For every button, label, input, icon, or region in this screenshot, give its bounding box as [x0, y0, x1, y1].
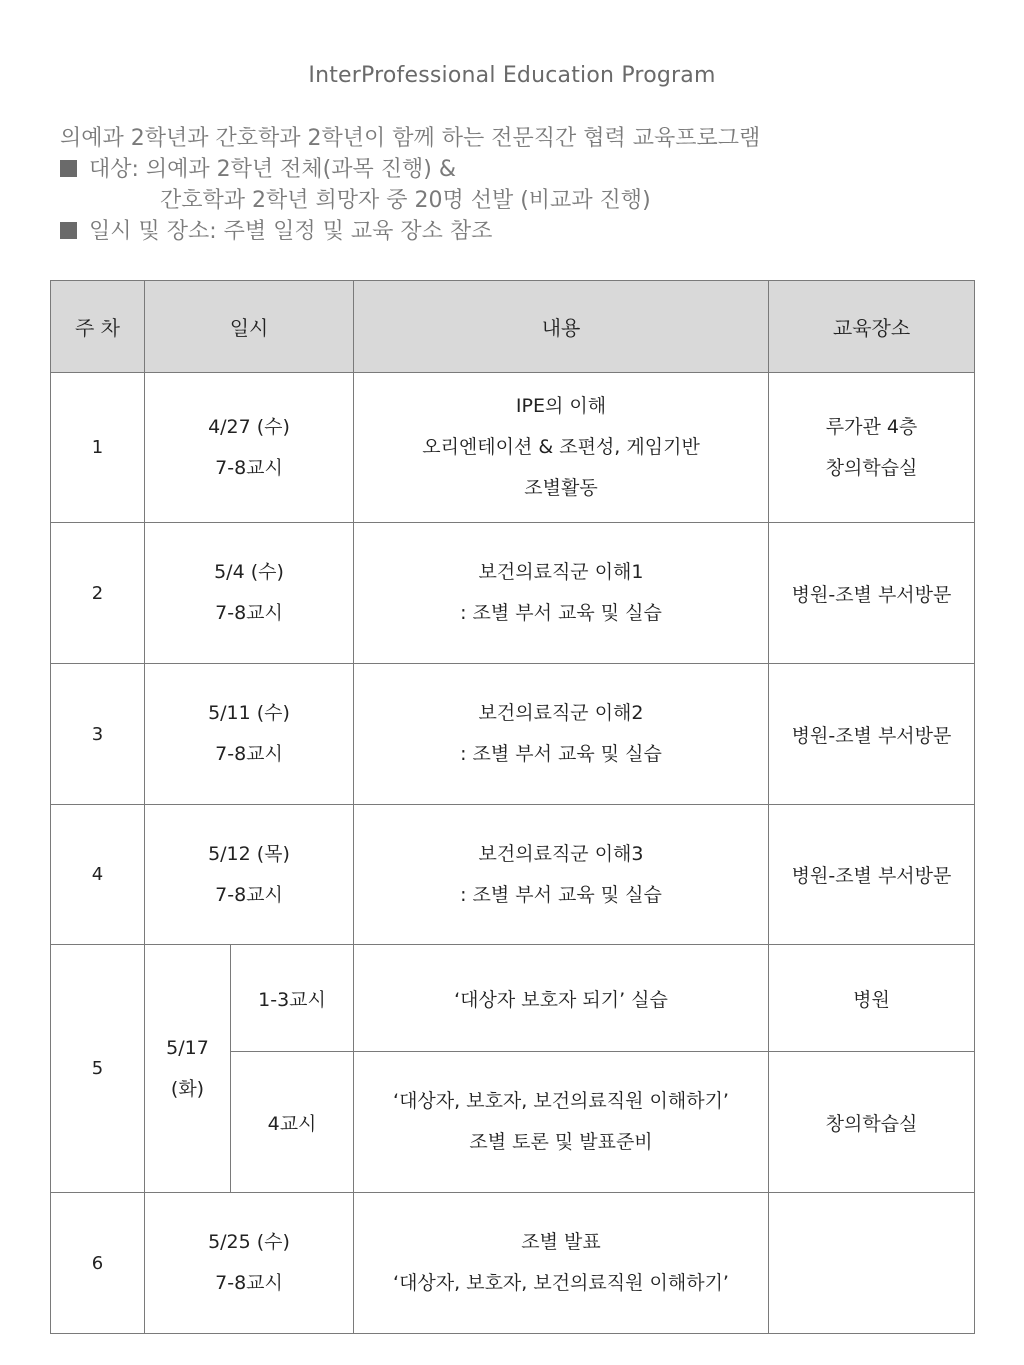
header-place: 교육장소: [769, 281, 975, 373]
content-line: : 조별 부서 교육 및 실습: [460, 743, 662, 765]
intro-line-schedule: [60, 217, 492, 247]
period-text: 7-8교시: [215, 1272, 283, 1294]
content-line: 오리엔테이션 & 조편성, 게임기반: [422, 436, 700, 458]
content-line: ‘대상자, 보호자, 보건의료직원 이해하기’: [393, 1090, 729, 1112]
content-line: ‘대상자, 보호자, 보건의료직원 이해하기’: [393, 1272, 729, 1294]
week-cell: 5: [51, 945, 145, 1193]
place-cell: 병원-조별 부서방문: [769, 664, 975, 805]
date-text: 4/27 (수): [208, 415, 290, 438]
content-line: 조별 토론 및 발표준비: [469, 1131, 653, 1153]
place-cell: 병원-조별 부서방문: [769, 523, 975, 664]
period-text: 7-8교시: [215, 743, 283, 765]
content-line: 보건의료직군 이해1: [478, 561, 644, 583]
header-content: 내용: [354, 281, 769, 373]
place-cell: 병원: [769, 945, 975, 1052]
date-cell: [145, 945, 231, 1193]
period-text: 7-8교시: [215, 883, 283, 906]
intro-line-target: [60, 155, 456, 185]
date-cell: [145, 664, 354, 805]
content-line: 보건의료직군 이해2: [478, 702, 644, 724]
weekday-text: (화): [170, 1077, 205, 1100]
week-cell: 3: [51, 664, 145, 805]
date-text: 5/17: [166, 1036, 209, 1059]
place-cell: [769, 1193, 975, 1334]
period-cell: 1-3교시: [231, 945, 354, 1052]
content-cell: [354, 664, 769, 805]
week-cell: 4: [51, 805, 145, 945]
schedule-table: [50, 280, 975, 1334]
date-cell: [145, 1193, 354, 1334]
content-line: : 조별 부서 교육 및 실습: [460, 883, 662, 906]
square-bullet-icon: [60, 160, 77, 177]
week-cell: 1: [51, 373, 145, 523]
place-cell: [769, 373, 975, 523]
header-date: 일시: [145, 281, 354, 373]
date-cell: [145, 523, 354, 664]
date-text: 5/12 (목): [208, 842, 290, 865]
content-cell: [354, 1193, 769, 1334]
intro-target-text: 대상: 의예과 2학년 전체(과목 진행) &: [89, 157, 456, 182]
header-week: 주 차: [51, 281, 145, 373]
date-text: 5/11 (수): [208, 702, 290, 724]
content-cell: ‘대상자 보호자 되기’ 실습: [354, 945, 769, 1052]
date-text: 5/4 (수): [214, 561, 284, 583]
square-bullet-icon: [60, 222, 77, 239]
date-cell: [145, 373, 354, 523]
content-cell: [354, 805, 769, 945]
period-cell: 4교시: [231, 1052, 354, 1193]
place-line: 창의학습실: [825, 456, 918, 479]
intro-schedule-text: 일시 및 장소: 주별 일정 및 교육 장소 참조: [89, 219, 493, 244]
content-line: IPE의 이해: [515, 395, 607, 417]
table-row: [51, 523, 975, 664]
content-cell: [354, 1052, 769, 1193]
place-cell: 창의학습실: [769, 1052, 975, 1193]
date-cell: [145, 805, 354, 945]
week-cell: 6: [51, 1193, 145, 1334]
period-text: 7-8교시: [215, 602, 283, 624]
table-row: [51, 1193, 975, 1334]
table-row: [51, 664, 975, 805]
date-text: 5/25 (수): [208, 1231, 290, 1253]
content-line: 조별활동: [524, 477, 598, 499]
place-cell: 병원-조별 부서방문: [769, 805, 975, 945]
table-row: [51, 373, 975, 523]
place-line: 루가관 4층: [825, 415, 918, 438]
table-header-row: [51, 281, 975, 373]
table-row: [51, 805, 975, 945]
intro-line-program: 의예과 2학년과 간호학과 2학년이 함께 하는 전문직간 협력 교육프로그램: [60, 126, 761, 151]
content-line: 조별 발표: [521, 1231, 601, 1253]
page-title: InterProfessional Education Program: [308, 63, 716, 88]
intro-line-target-cont: 간호학과 2학년 희망자 중 20명 선발 (비교과 진행): [160, 188, 651, 213]
content-line: 보건의료직군 이해3: [478, 842, 644, 865]
table-row: [51, 945, 975, 1052]
content-cell: [354, 523, 769, 664]
week-cell: 2: [51, 523, 145, 664]
content-cell: [354, 373, 769, 523]
period-text: 7-8교시: [215, 456, 283, 479]
content-line: : 조별 부서 교육 및 실습: [460, 602, 662, 624]
